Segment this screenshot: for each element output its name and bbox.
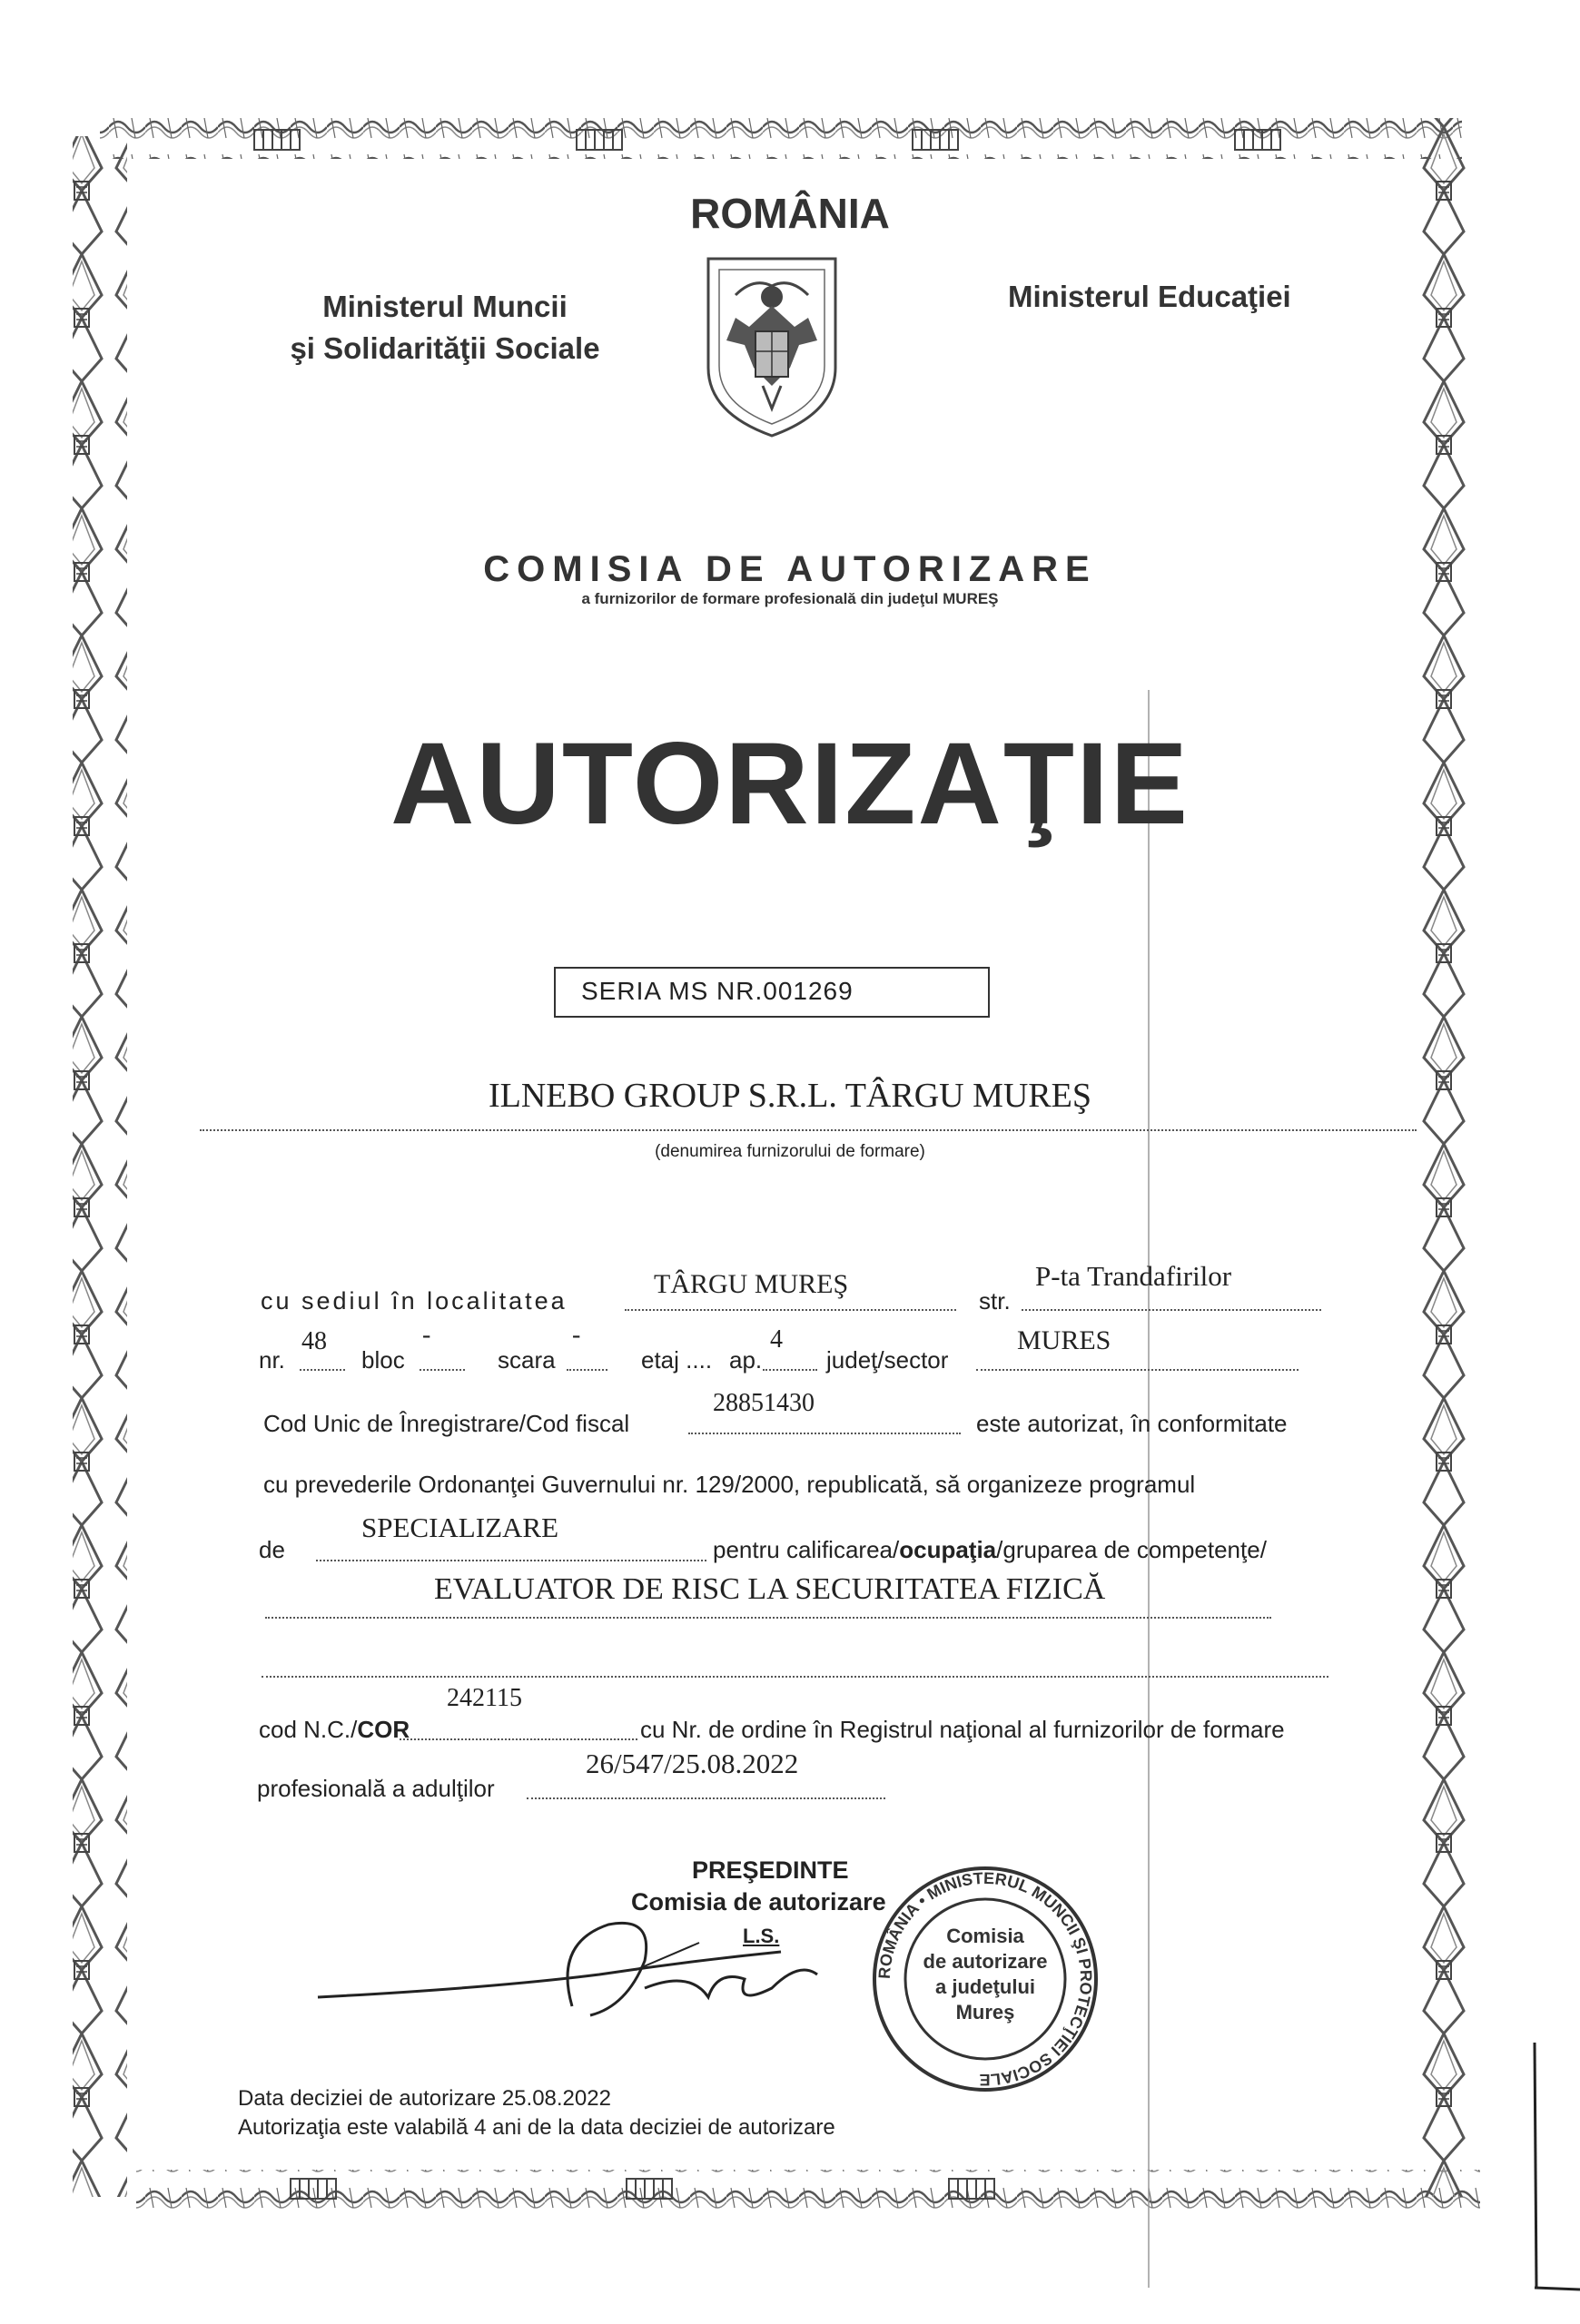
stamp-line-3: a judeţului	[935, 1975, 1035, 1998]
official-stamp-icon	[867, 1861, 1103, 2097]
coat-of-arms-icon	[699, 241, 844, 440]
signature-commission: Comisia de autorizare	[631, 1888, 886, 1915]
label-cod-unic: Cod Unic de Înregistrare/Cod fiscal	[263, 1410, 630, 1437]
dotline-ocupatie-2	[262, 1676, 1328, 1678]
label-ap: ap.	[729, 1346, 763, 1374]
dotline-bloc	[420, 1369, 465, 1371]
field-localitate: TÂRGU MUREŞ	[654, 1269, 849, 1299]
ministry-right: Ministerul Educaţiei	[1008, 280, 1291, 313]
dotline-ocupatie	[265, 1617, 1271, 1619]
label-pentru-line	[713, 1536, 1267, 1564]
dotline-ap	[763, 1369, 817, 1371]
label-profesionala: profesională a adulţilor	[257, 1775, 495, 1802]
signature-icon	[309, 1888, 944, 2034]
dotline-cod-fiscal	[688, 1433, 961, 1434]
label-scara: scara	[498, 1346, 556, 1374]
stamp-line-4: Mureş	[955, 2001, 1015, 2024]
dotline-scara	[567, 1369, 607, 1371]
field-nr: 48	[301, 1327, 327, 1355]
field-cod-cor: 242115	[447, 1684, 522, 1712]
field-strada: P-ta Trandafirilor	[1035, 1260, 1232, 1292]
provider-caption: (denumirea furnizorului de formare)	[655, 1142, 925, 1161]
signature-ls: L.S.	[743, 1925, 780, 1947]
field-bloc: -	[422, 1321, 431, 1349]
document-title: AUTORIZAŢIE	[390, 719, 1190, 849]
decision-date: 25.08.2022	[501, 2086, 611, 2111]
label-cor: COR	[357, 1716, 410, 1743]
stamp-line-1: Comisia	[946, 1925, 1024, 1947]
dotline-cod-cor	[400, 1738, 637, 1740]
label-pentru: pentru calificarea/	[713, 1536, 900, 1563]
commission-subtitle: a furnizorilor de formare profesională din judeţul MUREŞ	[581, 590, 999, 607]
field-program: SPECIALIZARE	[361, 1512, 558, 1543]
label-gruparea: /gruparea de competenţe/	[996, 1536, 1267, 1563]
label-judet: judeţ/sector	[826, 1346, 949, 1374]
label-bloc: bloc	[361, 1346, 405, 1374]
label-cod-nc: cod N.C./	[259, 1716, 358, 1743]
field-judet: MURES	[1017, 1325, 1111, 1355]
field-cod-fiscal: 28851430	[713, 1389, 815, 1417]
dotline-nr	[300, 1369, 345, 1371]
signature-role: PREŞEDINTE	[692, 1856, 849, 1884]
series-number: SERIA MS NR.001269	[581, 977, 854, 1005]
field-ocupatie: EVALUATOR DE RISC LA SECURITATEA FIZICĂ	[434, 1572, 1106, 1606]
ministry-left-line1: Ministerul Muncii	[322, 290, 568, 323]
field-scara: -	[572, 1321, 581, 1349]
ministry-left-line2: şi Solidarităţii Sociale	[290, 331, 600, 365]
field-nr-registru: 26/547/25.08.2022	[586, 1748, 799, 1779]
field-ap: 4	[770, 1325, 783, 1354]
label-de: de	[259, 1536, 285, 1563]
label-prevederile: cu prevederile Ordonanţei Guvernului nr. 129/2000, republicată, să organizeze programul	[263, 1471, 1196, 1498]
dotline-program	[316, 1560, 706, 1561]
stamp-line-2: de autorizare	[923, 1950, 1048, 1973]
provider-name: ILNEBO GROUP S.R.L. TÂRGU MUREŞ	[488, 1077, 1092, 1115]
decision-label: Data deciziei de autorizare	[238, 2086, 497, 2111]
label-autorizat: este autorizat, în conformitate	[976, 1410, 1288, 1437]
label-ocupatia: ocupaţia	[899, 1536, 997, 1563]
decision-line	[238, 2086, 611, 2112]
label-nr-ordine: cu Nr. de ordine în Registrul naţional al furnizorilor de formare	[640, 1716, 1285, 1743]
dotline-localitate	[625, 1309, 956, 1311]
provider-dotline	[200, 1129, 1417, 1131]
label-nr: nr.	[259, 1346, 285, 1374]
label-str: str.	[979, 1287, 1011, 1315]
label-sediul: cu sediul în localitatea	[261, 1287, 568, 1315]
label-cod-cor-line	[259, 1716, 410, 1744]
dotline-judet	[976, 1369, 1299, 1371]
commission-title: COMISIA DE AUTORIZARE	[483, 549, 1097, 589]
stamp-ring-text: ROMÂNIA • MINISTERUL MUNCII ŞI PROTECŢIEI SOCIALE	[874, 1868, 1096, 2090]
country-name: ROMÂNIA	[690, 190, 890, 237]
label-etaj: etaj ....	[641, 1346, 713, 1374]
validity-text: Autorizaţia este valabilă 4 ani de la data deciziei de autorizare	[238, 2115, 835, 2140]
dotline-nr-registru	[527, 1797, 885, 1799]
dotline-strada	[1022, 1309, 1321, 1311]
